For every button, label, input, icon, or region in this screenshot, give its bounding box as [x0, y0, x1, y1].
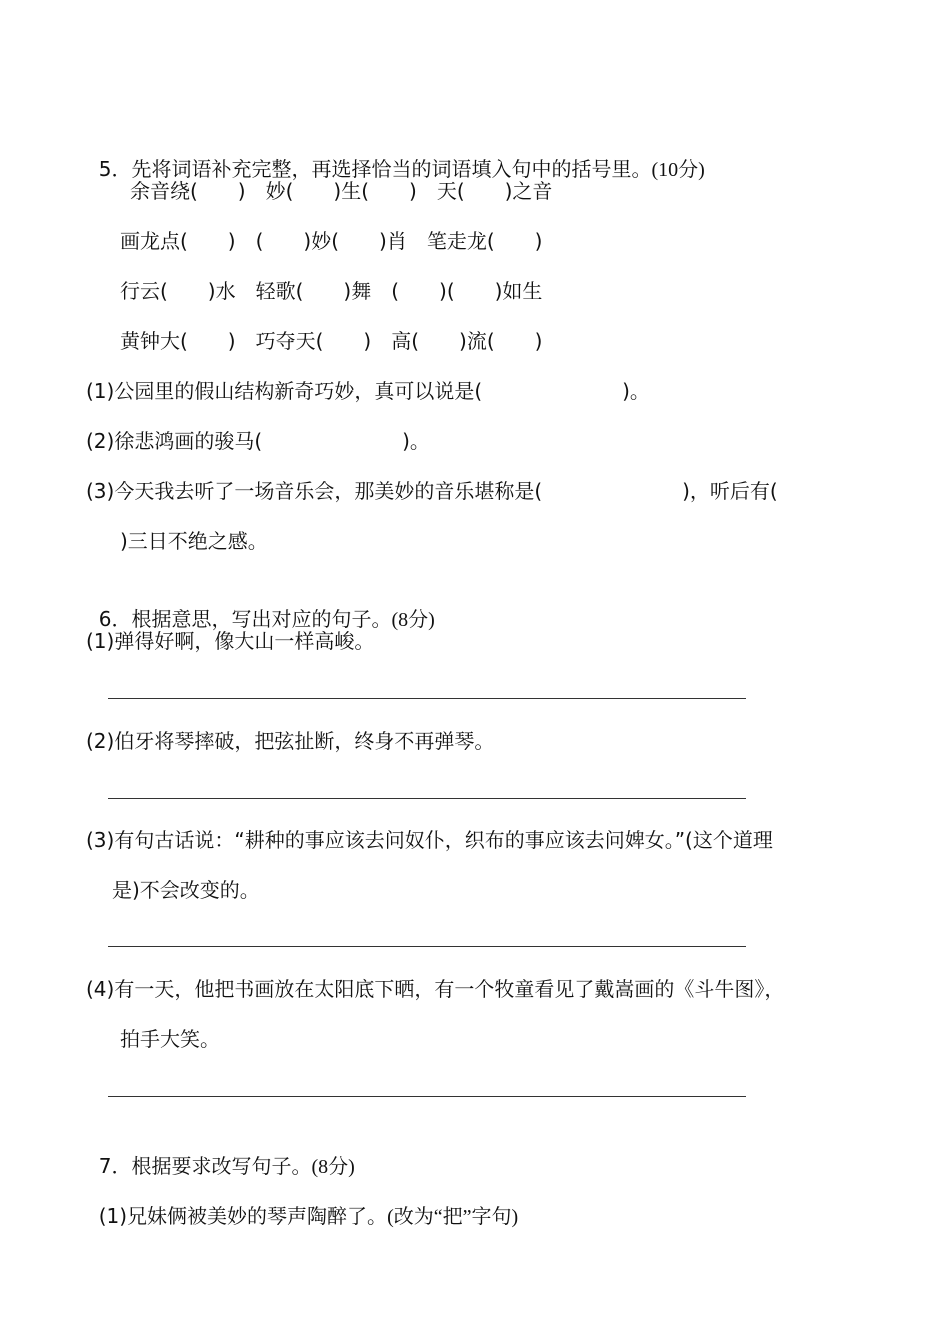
q5-row-2: 画龙点( ) ( )妙( )肖 笔走龙( ): [120, 229, 543, 253]
q5-row-3: 行云( )水 轻歌( )舞 ( )( )如生: [120, 279, 543, 303]
answer-line-1[interactable]: [108, 698, 746, 699]
q5-score: (10分): [651, 159, 705, 181]
q7-sentence-1-hint: (改为“把”字句): [387, 1206, 519, 1228]
q7-score: (8分): [311, 1156, 355, 1178]
q5-title: [86, 127, 705, 181]
q6-sentence-3b: 是)不会改变的。: [112, 878, 260, 902]
q6-sentence-1: (1)弹得好啊，像大山一样高峻。: [86, 629, 375, 653]
q6-title: [86, 577, 435, 631]
q5-sentence-3a: (3)今天我去听了一场音乐会，那美妙的音乐堪称是( )，听后有(: [86, 479, 778, 503]
answer-line-2[interactable]: [108, 798, 746, 799]
q6-score: (8分): [391, 609, 435, 631]
q5-row-1: 余音绕( ) 妙( )生( ) 天( )之音: [130, 179, 553, 203]
q7-title-text: 7．根据要求改写句子。: [98, 1154, 312, 1178]
q6-sentence-2: (2)伯牙将琴摔破，把弦扯断，终身不再弹琴。: [86, 729, 495, 753]
q5-row-4: 黄钟大( ) 巧夺天( ) 高( )流( ): [120, 329, 543, 353]
q5-title-text: 5．先将词语补充完整，再选择恰当的词语填入句中的括号里。: [98, 157, 652, 181]
answer-line-3[interactable]: [108, 946, 746, 947]
q7-sentence-1: [86, 1174, 519, 1228]
q7-sentence-1-text: (1)兄妹俩被美妙的琴声陶醉了。: [98, 1204, 388, 1228]
q5-sentence-2: (2)徐悲鸿画的骏马( )。: [86, 429, 430, 453]
answer-line-4[interactable]: [108, 1096, 746, 1097]
q6-sentence-4b: 拍手大笑。: [120, 1027, 220, 1051]
q6-sentence-4a: (4)有一天，他把书画放在太阳底下晒，有一个牧童看见了戴嵩画的《斗牛图》，: [86, 977, 785, 1001]
q7-title: [86, 1124, 355, 1178]
q6-sentence-3a: (3)有句古话说：“耕种的事应该去问奴仆，织布的事应该去问婢女。”(这个道理: [86, 828, 773, 852]
q5-sentence-3b: )三日不绝之感。: [120, 529, 268, 553]
q5-sentence-1: (1)公园里的假山结构新奇巧妙，真可以说是( )。: [86, 379, 650, 403]
q6-title-text: 6．根据意思，写出对应的句子。: [98, 607, 392, 631]
